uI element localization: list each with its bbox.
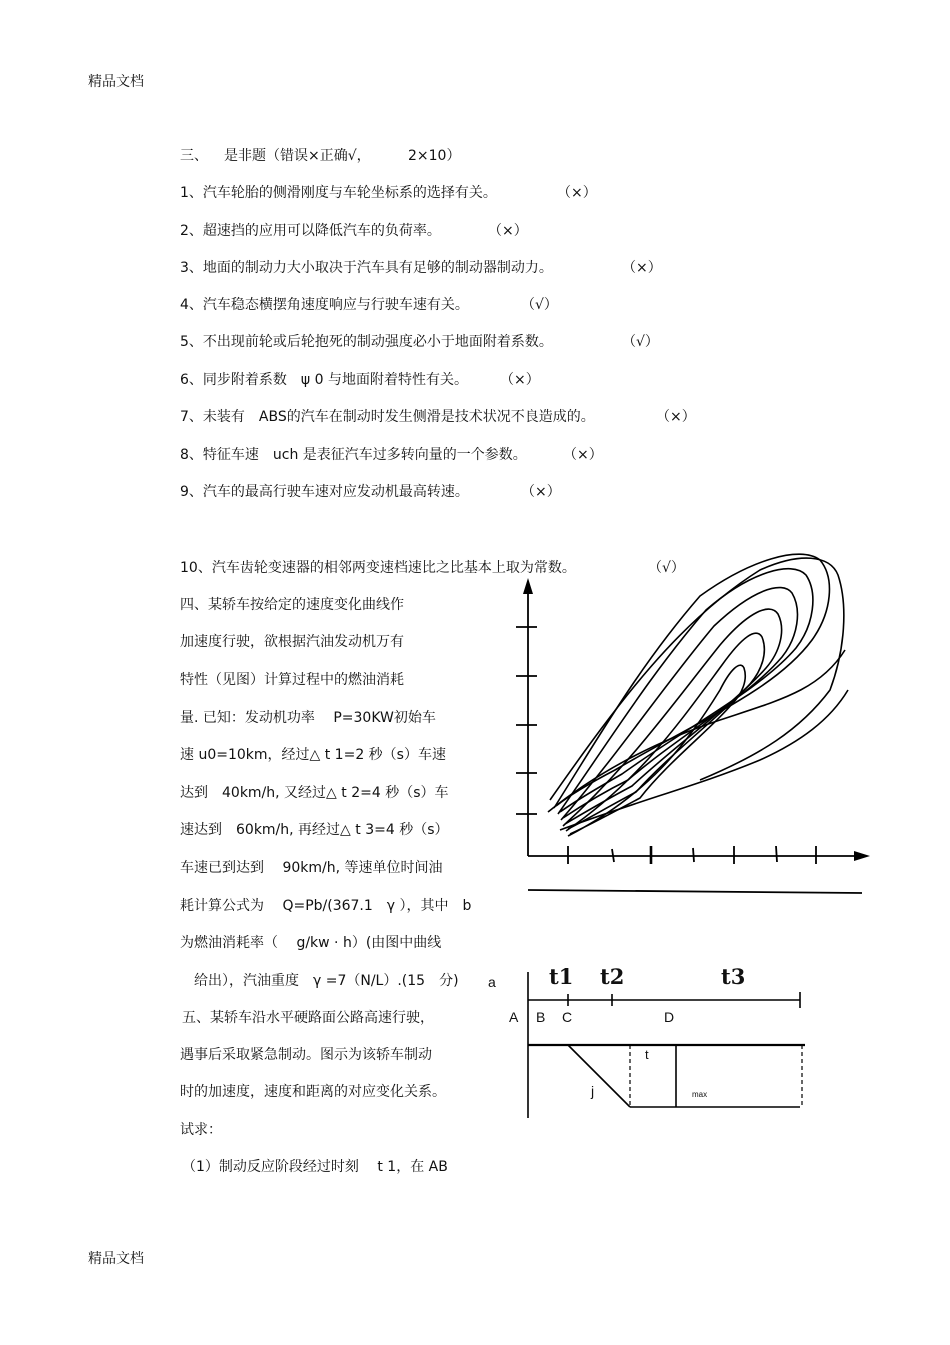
section4-line-6: 达到 40km/h, 又经过△ t 2=4 秒（s）车 — [180, 785, 449, 801]
tf-item-6: 6、同步附着系数 ψ 0 与地面附着特性有关。 — [180, 372, 468, 388]
page-header: 精品文档 — [88, 74, 144, 90]
tf-answer-1: （×） — [557, 185, 597, 201]
brake-label-A: A — [509, 1009, 519, 1025]
section4-line-1: 四、某轿车按给定的速度变化曲线作 — [180, 597, 404, 613]
tf-item-1: 1、汽车轮胎的侧滑刚度与车轮坐标系的选择有关。 — [180, 185, 497, 201]
brake-label-B: B — [536, 1009, 546, 1025]
section5-line-3: 时的加速度，速度和距离的对应变化关系。 — [180, 1084, 446, 1100]
brake-label-a: a — [488, 974, 496, 990]
section4-line-3: 特性（见图）计算过程中的燃油消耗 — [180, 672, 404, 688]
tf-answer-2: （×） — [488, 223, 528, 239]
tf-answer-5: （√） — [622, 334, 659, 350]
section4-line-5: 速 u0=10km，经过△ t 1=2 秒（s）车速 — [180, 747, 446, 763]
brake-label-C: C — [562, 1009, 573, 1025]
section5-line-2: 遇事后采取紧急制动。图示为该轿车制动 — [180, 1047, 432, 1063]
section5-line-1: 五、某轿车沿水平硬路面公路高速行驶， — [182, 1010, 434, 1026]
section5-line-5: （1）制动反应阶段经过时刻 t 1，在 AB — [182, 1159, 448, 1175]
tf-item-8: 8、特征车速 uch 是表征汽车过多转向量的一个参数。 — [180, 447, 527, 463]
brake-label-t2: t2 — [600, 964, 625, 989]
brake-label-t1: t1 — [549, 964, 574, 989]
section4-line-4: 量. 已知：发动机功率 P=30KW初始车 — [180, 710, 436, 726]
page-footer: 精品文档 — [88, 1251, 144, 1267]
tf-item-5: 5、不出现前轮或后轮抱死的制动强度必小于地面附着系数。 — [180, 334, 553, 350]
tf-answer-10: （√） — [648, 560, 685, 576]
tf-item-7: 7、未装有 ABS的汽车在制动时发生侧滑是技术状况不良造成的。 — [180, 409, 595, 425]
section3-title-score: 2×10） — [408, 148, 461, 164]
brake-label-t: t — [645, 1047, 649, 1062]
tf-answer-8: （×） — [563, 447, 603, 463]
tf-item-2: 2、超速挡的应用可以降低汽车的负荷率。 — [180, 223, 441, 239]
section3-title-text: 是非题（错误×正确√， — [224, 148, 371, 164]
brake-label-D: D — [664, 1009, 675, 1025]
tf-item-3: 3、地面的制动力大小取决于汽车具有足够的制动器制动力。 — [180, 260, 553, 276]
tf-item-4: 4、汽车稳态横摆角速度响应与行驶车速有关。 — [180, 297, 469, 313]
tf-answer-7: （×） — [656, 409, 696, 425]
brake-label-j: j — [591, 1083, 595, 1099]
tf-item-10: 10、汽车齿轮变速器的相邻两变速档速比之比基本上取为常数。 — [180, 560, 576, 576]
section4-line-10: 为燃油消耗率（ g/kw · h）(由图中曲线 — [180, 935, 442, 951]
section4-line-7: 速达到 60km/h, 再经过△ t 3=4 秒（s） — [180, 822, 449, 838]
section4-line-8: 车速已到达到 90km/h, 等速单位时间油 — [180, 860, 443, 876]
tf-answer-9: （×） — [521, 484, 561, 500]
tf-answer-3: （×） — [622, 260, 662, 276]
section5-line-4: 试求： — [180, 1122, 222, 1138]
section4-line-9: 耗计算公式为 Q=Pb/(367.1 γ ），其中 b — [180, 898, 472, 914]
section4-line-11: 给出），汽油重度 γ =7（N/L）.(15 分) — [180, 973, 459, 989]
brake-label-t3: t3 — [721, 964, 746, 989]
section4-line-2: 加速度行驶，欲根据汽油发动机万有 — [180, 634, 404, 650]
tf-answer-6: （×） — [500, 372, 540, 388]
tf-item-9: 9、汽车的最高行驶车速对应发动机最高转速。 — [180, 484, 469, 500]
brake-label-max: max — [692, 1090, 708, 1099]
tf-answer-4: （√） — [521, 297, 558, 313]
section3-title-num: 三、 — [180, 148, 208, 164]
